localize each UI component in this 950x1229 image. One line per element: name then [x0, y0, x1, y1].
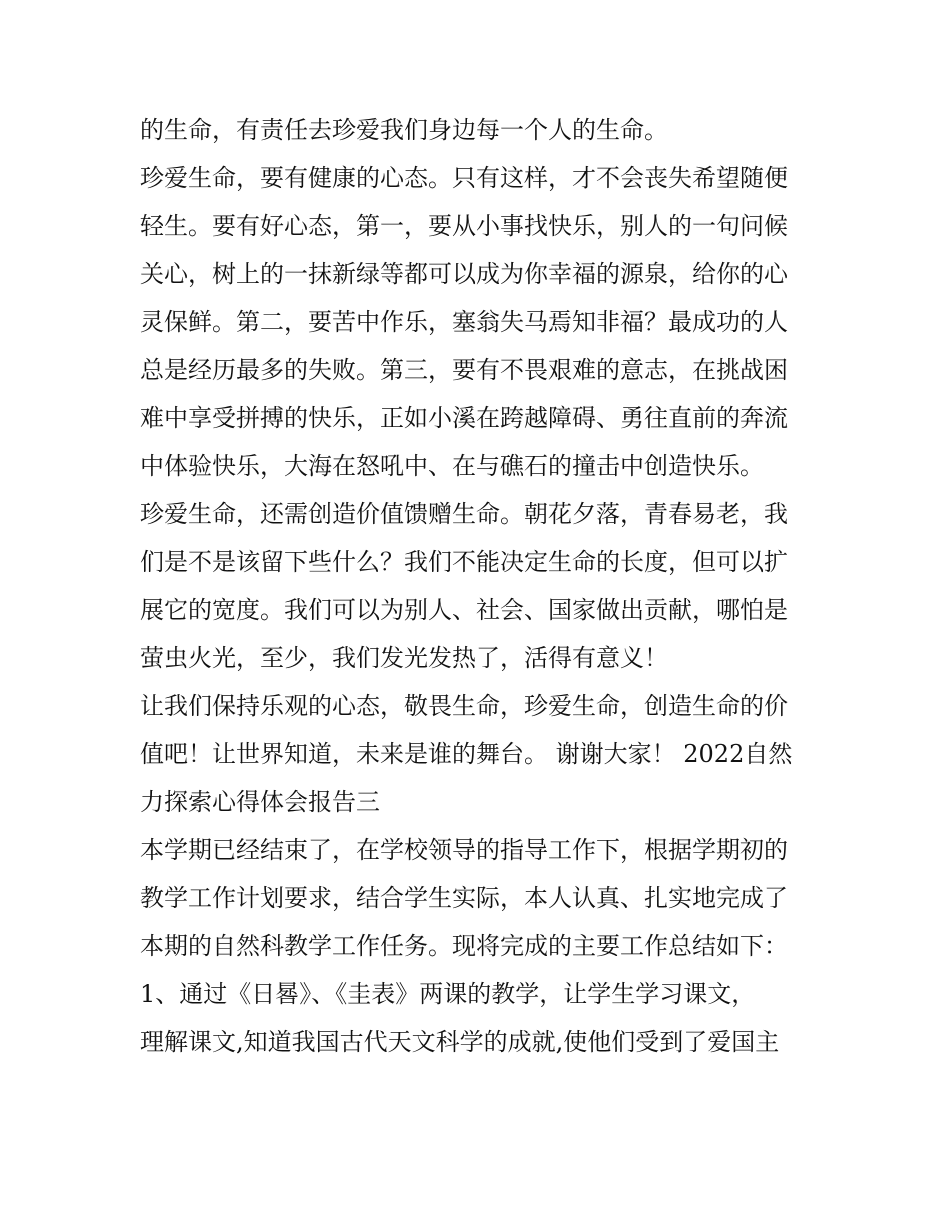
- text-line: 本期的自然科教学工作任务。现将完成的主要工作总结如下：: [140, 932, 788, 960]
- text-line: 1、通过《日晷》、《圭表》两课的教学，让学生学习课文，: [140, 980, 756, 1008]
- text-line: 珍爱生命，还需创造价值馈赠生命。朝花夕落，青春易老，我: [140, 500, 788, 528]
- text-line: 难中享受拼搏的快乐，正如小溪在跨越障碍、勇往直前的奔流: [140, 404, 788, 432]
- text-line: 轻生。要有好心态，第一，要从小事找快乐，别人的一句问候: [140, 212, 788, 240]
- text-line: 萤虫火光，至少，我们发光发热了，活得有意义！: [140, 644, 668, 672]
- text-line: 让我们保持乐观的心态，敬畏生命，珍爱生命，创造生命的价: [140, 692, 788, 720]
- text-line: 值吧！让世界知道，未来是谁的舞台。 谢谢大家！ 2022自然: [140, 740, 793, 768]
- document-body: [140, 106, 820, 1066]
- text-line: 珍爱生命，要有健康的心态。只有这样，才不会丧失希望随便: [140, 164, 788, 192]
- text-line: 关心，树上的一抹新绿等都可以成为你幸福的源泉，给你的心: [140, 260, 788, 288]
- text-line: 教学工作计划要求，结合学生实际，本人认真、扎实地完成了: [140, 884, 788, 912]
- text-line: 灵保鲜。第二，要苦中作乐，塞翁失马焉知非福？最成功的人: [140, 308, 788, 336]
- text-line: 们是不是该留下些什么？我们不能决定生命的长度，但可以扩: [140, 548, 788, 576]
- text-line: 本学期已经结束了，在学校领导的指导工作下，根据学期初的: [140, 836, 788, 864]
- text-line: 展它的宽度。我们可以为别人、社会、国家做出贡献，哪怕是: [140, 596, 788, 624]
- text-line: 理解课文,知道我国古代天文科学的成就,使他们受到了爱国主: [140, 1028, 780, 1056]
- text-line: 力探索心得体会报告三: [140, 788, 380, 816]
- text-line: 中体验快乐，大海在怒吼中、在与礁石的撞击中创造快乐。: [140, 452, 764, 480]
- text-line: 总是经历最多的失败。第三，要有不畏艰难的意志，在挑战困: [140, 356, 788, 384]
- text-line: 的生命，有责任去珍爱我们身边每一个人的生命。: [140, 116, 668, 144]
